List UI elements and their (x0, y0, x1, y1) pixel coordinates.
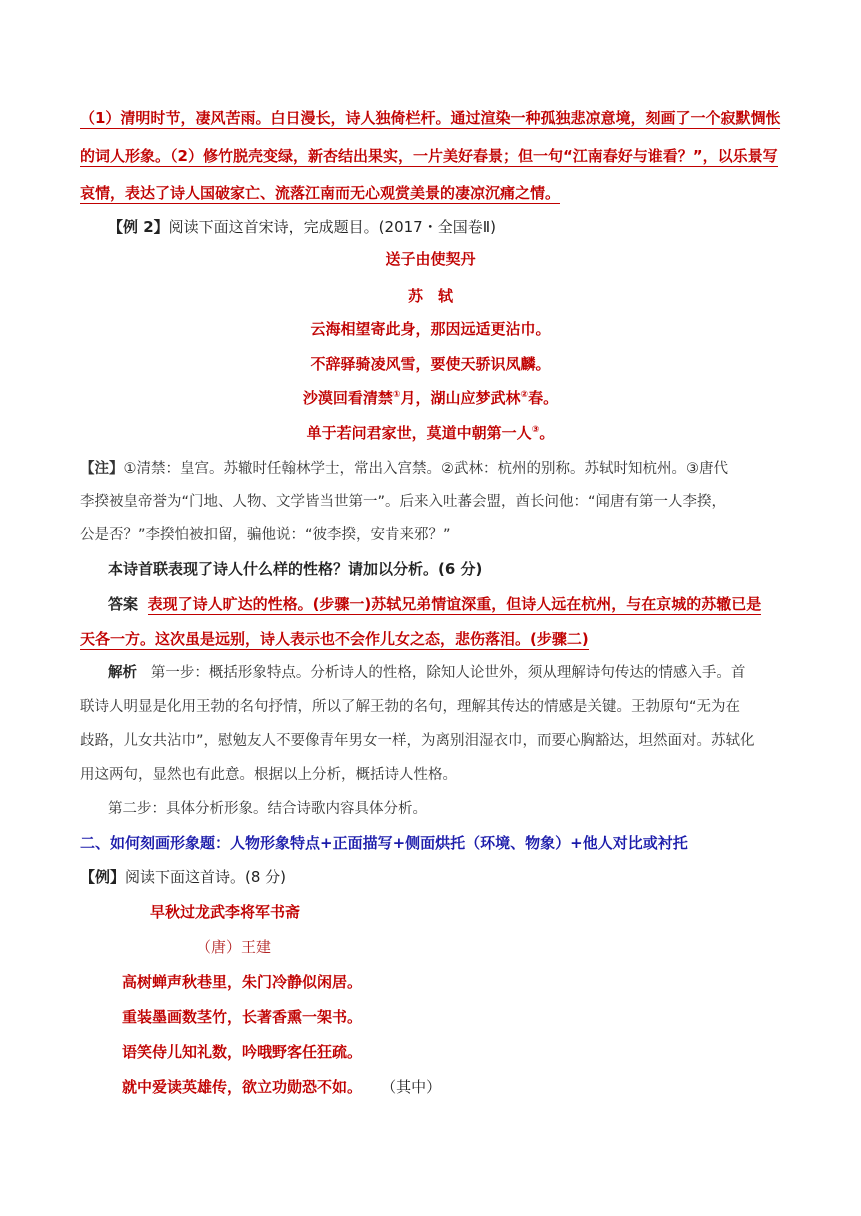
poem-line-3: 沙漠回看清禁①月，湖山应梦武林②春。 (302, 389, 559, 407)
poem-title: 送子由使契丹 (385, 250, 476, 268)
note-line-2: 李揆被皇帝誉为“门地、人物、文学皆当世第一”。后来入吐蕃会盟，酋长问他：“闻唐有第一人李揆， (80, 494, 727, 510)
answer1-line2: 的词人形象。（2）修竹脱壳变绿，新杏结出果实，一片美好春景；但一句“江南春好与谁看？”，以乐景写 (80, 147, 778, 165)
note-label: 【注】 (80, 461, 124, 477)
answer2-line2: 天各一方。这次虽是远别，诗人表示也不会作儿女之态，悲伤落泪。(步骤二) (80, 630, 589, 648)
analysis-line-4: 用这两句，显然也有此意。根据以上分析，概括诗人性格。 (80, 767, 457, 783)
note-line-3: 公是否？”李揆怕被扣留，骗他说：“彼李揆，安肯来邪？” (80, 527, 451, 543)
example2-intro: 【例 2】阅读下面这首宋诗，完成题目。(2017・全国卷Ⅱ) (108, 218, 496, 236)
answer1-line3: 哀情，表达了诗人国破家亡、流落江南而无心观赏美景的凄凉沉痛之情。 (80, 184, 561, 202)
analysis-line-2: 联诗人明显是化用王勃的名句抒情，所以了解王勃的名句，理解其传达的情感是关键。王勃原句“无为在 (80, 699, 741, 715)
example3-poem-line-2: 重装墨画数茎竹，长著香熏一架书。 (122, 1008, 363, 1026)
poem-author: 苏 轼 (407, 287, 453, 305)
example3-intro: 【例】阅读下面这首诗。(8 分) (80, 868, 287, 886)
analysis-line-3: 歧路，儿女共沾巾”，慰勉友人不要像青年男女一样，为离别泪湿衣巾，而要心胸豁达，坦然面对。苏轼化 (80, 733, 755, 749)
example3-poem-line-1: 高树蝉声秋巷里，朱门冷静似闲居。 (122, 973, 363, 991)
poem-line-2: 不辞驿骑凌风雪，要使天骄识凤麟。 (310, 355, 551, 373)
example3-label: 【例】 (80, 868, 126, 886)
note-line-1: 【注】①清禁：皇宫。苏辙时任翰林学士，常出入宫禁。②武林：杭州的别称。苏轼时知杭州。③唐代 (80, 461, 728, 477)
example3-poem-line-3: 语笑侍儿知礼数，吟哦野客任狂疏。 (122, 1043, 363, 1061)
analysis-label: 解析 (108, 665, 137, 681)
analysis-step2: 第二步：具体分析形象。结合诗歌内容具体分析。 (108, 801, 427, 817)
example3-poem-author: （唐）王建 (196, 938, 272, 956)
answer1-line1: （1）清明时节，凄风苦雨。白日漫长，诗人独倚栏杆。通过渲染一种孤独悲凉意境，刻画了一个寂默惆怅 (80, 109, 781, 127)
poem-line-1: 云海相望寄此身，那因远适更沾巾。 (310, 320, 551, 338)
answer-label: 答案 (108, 595, 139, 613)
analysis-line-1: 解析 第一步：概括形象特点。分析诗人的性格，除知人论世外，须从理解诗句传达的情感入手。首 (108, 665, 746, 681)
poem-line-4: 单于若问君家世，莫道中朝第一人③。 (306, 424, 555, 442)
answer2-line1: 答案 表现了诗人旷达的性格。(步骤一)苏轼兄弟情谊深重，但诗人远在杭州，与在京城的苏辙已是 (108, 595, 762, 613)
section2-heading: 二、如何刻画形象题：人物形象特点+正面描写+侧面烘托（环境、物象）+他人对比或衬托 (80, 834, 688, 852)
question: 本诗首联表现了诗人什么样的性格？请加以分析。(6 分) (108, 560, 483, 578)
example2-label: 【例 2】 (108, 218, 169, 236)
example3-poem-title: 早秋过龙武李将军书斋 (150, 903, 301, 921)
example3-last-tail: （其中） (381, 1078, 442, 1096)
example3-poem-line-4: 就中爱读英雄传，欲立功勋恐不如。 （其中） (122, 1078, 442, 1096)
